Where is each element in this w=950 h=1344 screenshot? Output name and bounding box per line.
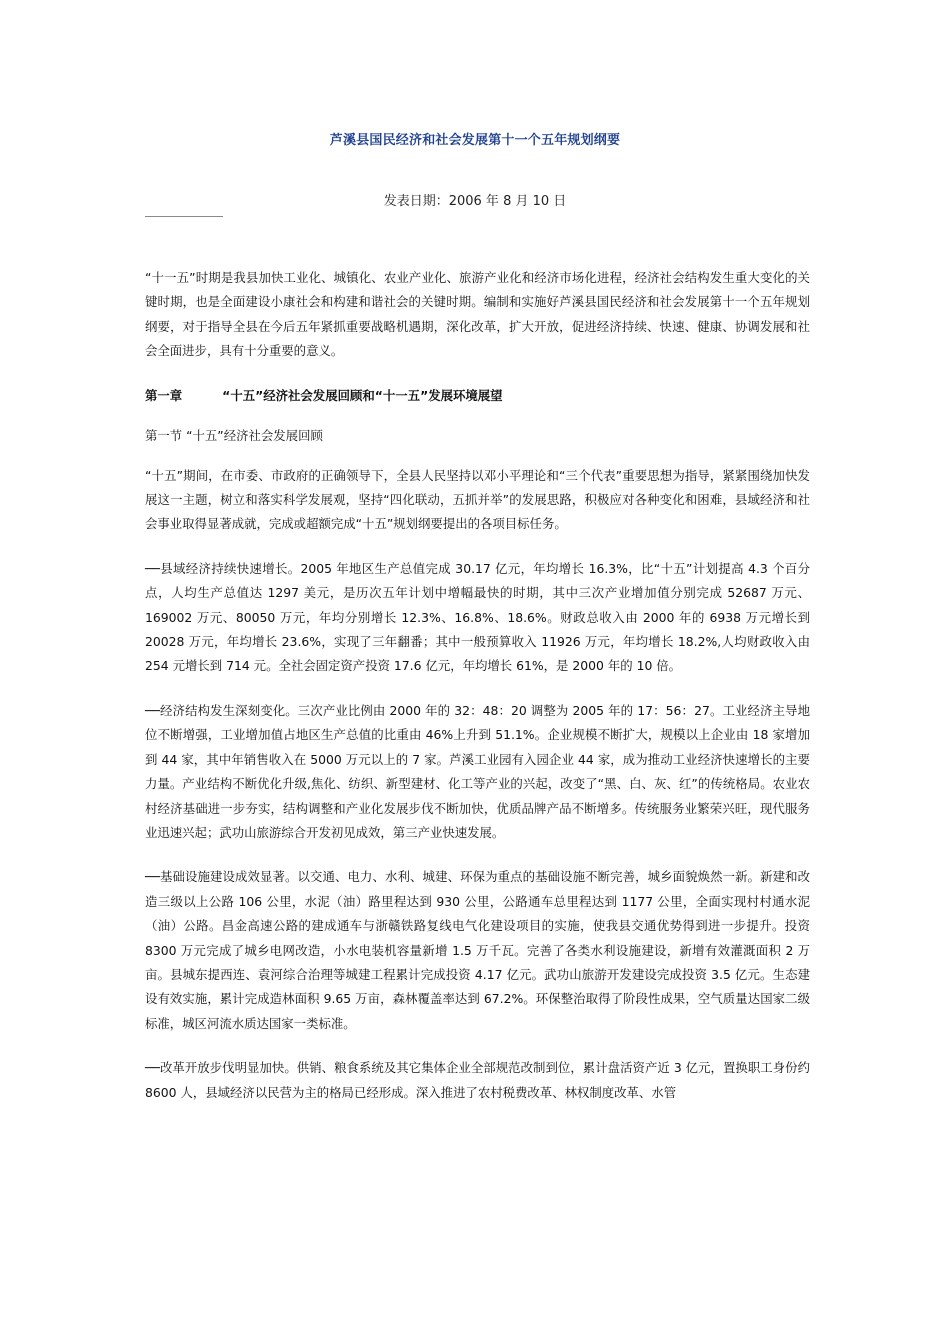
document-title: 芦溪县国民经济和社会发展第十一个五年规划纲要 <box>329 133 621 148</box>
body-paragraph: “十五”期间，在市委、市政府的正确领导下，全县人民坚持以邓小平理论和“三个代表”重要思想为指导，紧紧围绕加快发展这一主题，树立和落实科学发展观，坚持“四化联动，五抓并举”的发展思路，积极应对各种变化和困难，县域经济和社会事业取得显著成就，完成或超额完成“十五”规划纲要提出的各项目标任务。 <box>145 467 810 532</box>
chapter-number: 第一章 <box>145 387 183 403</box>
body-paragraph: ──改革开放步伐明显加快。供销、粮食系统及其它集体企业全部规范改制到位，累计盘活资产近 3 亿元，置换职工身份约 8600 人，县域经济以民营为主的格局已经形成。深入推进了农村税费改革、林权制度改革、水管 <box>145 1060 810 1100</box>
document-body <box>145 266 810 1125</box>
body-paragraph: ──基础设施建设成效显著。以交通、电力、水利、城建、环保为重点的基础设施不断完善，城乡面貌焕然一新。新建和改造三级以上公路 106 公里，水泥（油）路里程达到 930 公里，公路通车总里程达到 1177 公里，全面实现村村通水泥（油）公路。昌金高速公路的建成通车与浙赣铁路复线电气化建设项目的实施，使我县交通优势得到进一步提升。投资 8300 万元完成了城乡电网改造，小水电装机容量新增 1.5 万千瓦。完善了各类水利设施建设，新增有效灌溉面积 2 万亩。县城东提西连、袁河综合治理等城建工程累计完成投资 4.17 亿元。武功山旅游开发建设完成投资 3.5 亿元。生态建设有效实施，累计完成造林面积 9.65 万亩，森林覆盖率达到 67.2%。环保整治取得了阶段性成果，空气质量达国家二级标准，城区河流水质达国家一类标准。 <box>145 869 810 1031</box>
divider <box>145 216 223 217</box>
publish-date: 发表日期：2006 年 8 月 10 日 <box>383 194 567 209</box>
chapter-title: “十五”经济社会发展回顾和“十一五”发展环境展望 <box>222 387 503 403</box>
body-paragraph: ──经济结构发生深刻变化。三次产业比例由 2000 年的 32：48：20 调整为 2005 年的 17：56：27。工业经济主导地位不断增强，工业增加值占地区生产总值的比重由 46%上升到 51.1%。企业规模不断扩大，规模以上企业由 18 家增加到 44 家，其中年销售收入在 5000 万元以上的 7 家。芦溪工业园有入园企业 44 家，成为推动工业经济快速增长的主要力量。产业结构不断优化升级,焦化、纺织、新型建材、化工等产业的兴起，改变了“黑、白、灰、红”的传统格局。农业农村经济基础进一步夯实，结构调整和产业化发展步伐不断加快，优质品牌产品不断增多。传统服务业繁荣兴旺，现代服务业迅速兴起；武功山旅游综合开发初见成效，第三产业快速发展。 <box>145 702 810 840</box>
intro-paragraph: “十一五”时期是我县加快工业化、城镇化、农业产业化、旅游产业化和经济市场化进程，经济社会结构发生重大变化的关键时期，也是全面建设小康社会和构建和谐社会的关键时期。编制和实施好芦溪县国民经济和社会发展第十一个五年规划纲要，对于指导全县在今后五年紧抓重要战略机遇期，深化改革，扩大开放，促进经济持续、快速、健康、协调发展和社会全面进步，具有十分重要的意义。 <box>145 270 810 359</box>
chapter-heading <box>145 384 810 408</box>
body-paragraph: ──县域经济持续快速增长。2005 年地区生产总值完成 30.17 亿元，年均增长 16.3%，比“十五”计划提高 4.3 个百分点，人均生产总值达 1297 美元，是历次五年计划中增幅最快的时期，其中三次产业增加值分别完成 52687 万元、169002 万元、80050 万元，年均分别增长 12.3%、16.8%、18.6%。财政总收入由 2000 年的 6938 万元增长到 20028 万元，年均增长 23.6%，实现了三年翻番；其中一般预算收入 11926 万元，年均增长 18.2%,人均财政收入由 254 元增长到 714 元。全社会固定资产投资 17.6 亿元，年均增长 61%，是 2000 年的 10 倍。 <box>145 560 810 674</box>
section-heading: 第一节 “十五”经济社会发展回顾 <box>145 427 323 443</box>
